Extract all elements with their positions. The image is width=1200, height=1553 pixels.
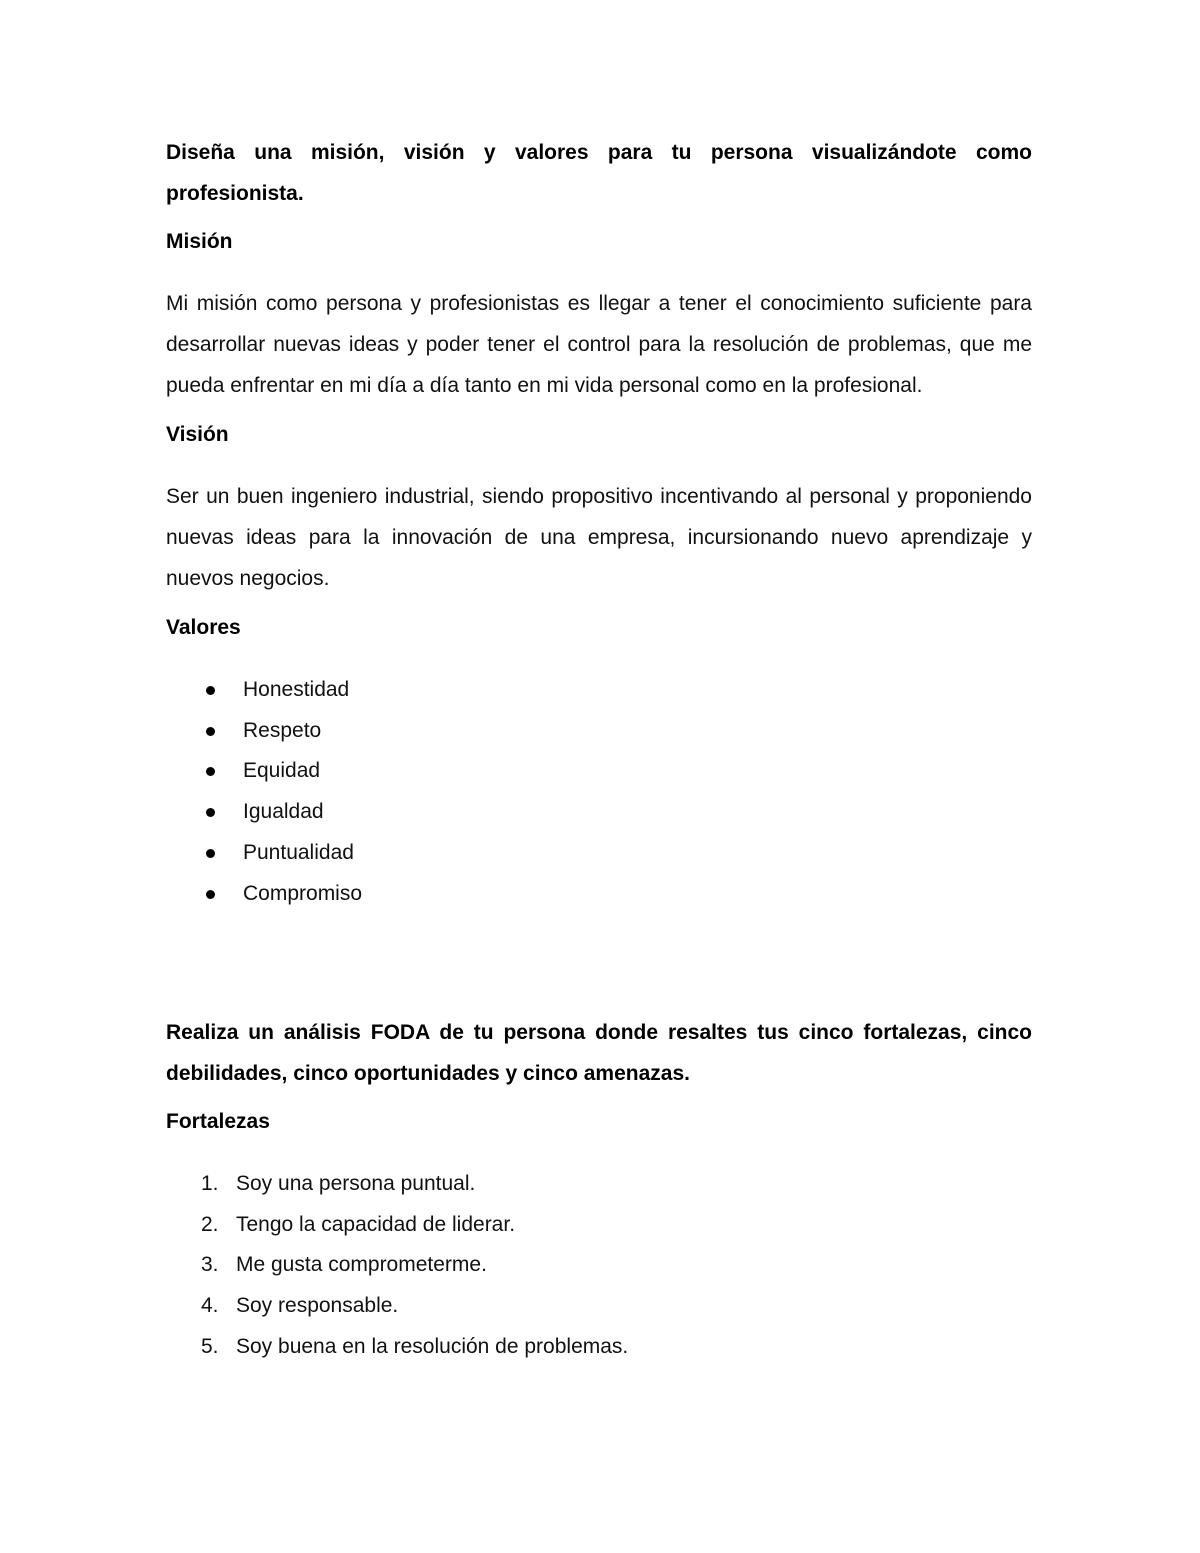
bullet-icon [206,808,215,817]
bullet-icon [206,890,215,899]
part2-prompt: Realiza un análisis FODA de tu persona donde resaltes tus cinco fortalezas, cinco debilidades, cinco oportunidades y cinco amenazas. [166,1021,1032,1086]
list-item: 2. Tengo la capacidad de liderar. [166,1205,1032,1246]
valores-list [166,670,1032,914]
mision-title: Misión [166,230,233,253]
list-item: 3. Me gusta comprometerme. [166,1245,1032,1286]
list-item: Igualdad [166,792,1032,833]
part1-prompt: Diseña una misión, visión y valores para tu persona visualizándote como profesionista. [166,141,1032,205]
list-item: Compromiso [166,874,1032,915]
vision-title: Visión [166,423,229,446]
document-page [166,132,1032,1367]
list-number: 3. [201,1253,219,1277]
list-item: Respeto [166,711,1032,752]
list-item: Puntualidad [166,833,1032,874]
bullet-icon [206,727,215,736]
valores-title: Valores [166,616,241,639]
list-item: Equidad [166,751,1032,792]
list-item: 1. Soy una persona puntual. [166,1164,1032,1205]
fortalezas-list [166,1164,1032,1367]
bullet-icon [206,686,215,695]
bullet-icon [206,767,215,776]
list-number: 4. [201,1294,219,1317]
list-item: Honestidad [166,670,1032,711]
list-number: 2. [201,1212,219,1236]
vision-text: Ser un buen ingeniero industrial, siendo propositivo incentivando al personal y proponiendo nuevas ideas para la innovación de una empresa, incursionando nuevo aprendizaje y nuevos negocios. [166,485,1032,590]
bullet-icon [206,849,215,858]
list-number: 5. [201,1334,219,1358]
mision-text: Mi misión como persona y profesionistas es llegar a tener el conocimiento suficiente para desarrollar nuevas ideas y poder tener el control para la resolución de problemas, que me pueda enfrentar en mi día a día tanto en mi vida personal como en la profesional. [166,292,1032,397]
list-item: 5. Soy buena en la resolución de problemas. [166,1327,1032,1368]
fortalezas-title: Fortalezas [166,1110,270,1134]
list-number: 1. [201,1172,219,1196]
list-item: 4. Soy responsable. [166,1286,1032,1327]
